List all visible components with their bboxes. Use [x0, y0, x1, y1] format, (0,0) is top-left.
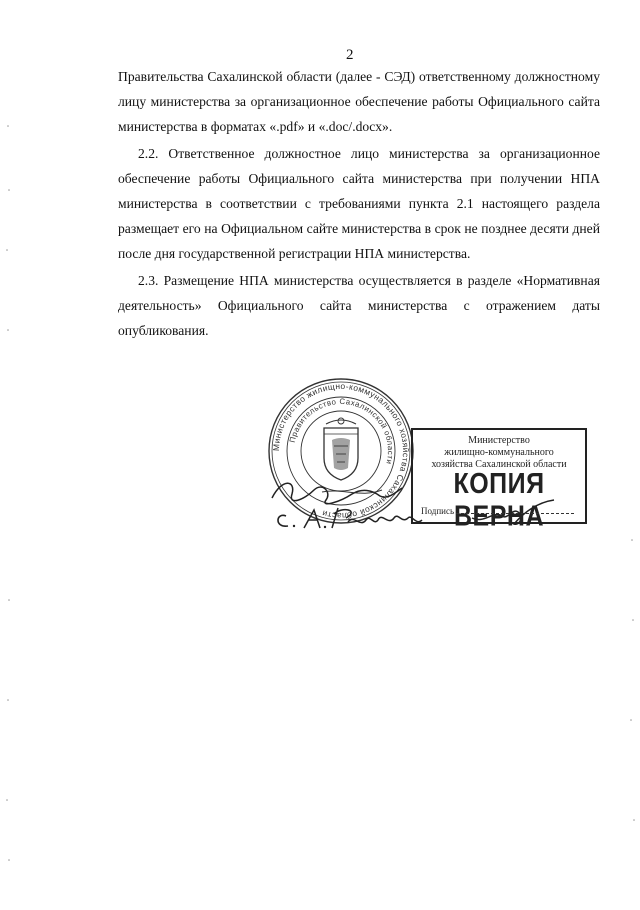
paragraph-continuation: Правительства Сахалинской области (далее - СЭД) ответственному должностному лицу министерства за организационное обеспечение работы Официального сайта министерства в форматах «.pdf» и «.doc/.docx». — [118, 69, 600, 134]
seal-outer-text: Министерство жилищно-коммунального хозяйства Сахалинской области — [270, 380, 412, 522]
handwritten-signature-icon — [262, 467, 602, 540]
seal-inner-text: Правительство Сахалинской области — [287, 396, 396, 466]
stamp-org-line-2: жилищно-коммунального — [444, 447, 554, 458]
paragraph-2-3: 2.3. Размещение НПА министерства осуществляется в разделе «Нормативная деятельность» Официального сайта министерства с отражением даты опубликования. — [118, 273, 600, 338]
stamp-title: КОПИЯ ВЕРНА — [453, 467, 545, 533]
paragraph-2-2: 2.2. Ответственное должностное лицо министерства за организационное обеспечение работы Официального сайта министерства при получении НПА министерства в соответствии с требованиями пункта 2.1 настоящего раздела размещает его на Официальном сайте министерства в срок не позднее десяти дней после дня государственной регистрации НПА министерства. — [118, 146, 600, 261]
stamp-org-line-3: хозяйства Сахалинской области — [431, 459, 567, 470]
document-body — [118, 64, 600, 343]
stamp-org-line-1: Министерство — [468, 435, 530, 446]
stamp-signature-label: Подпись — [421, 506, 455, 516]
page-number: 2 — [346, 47, 354, 63]
